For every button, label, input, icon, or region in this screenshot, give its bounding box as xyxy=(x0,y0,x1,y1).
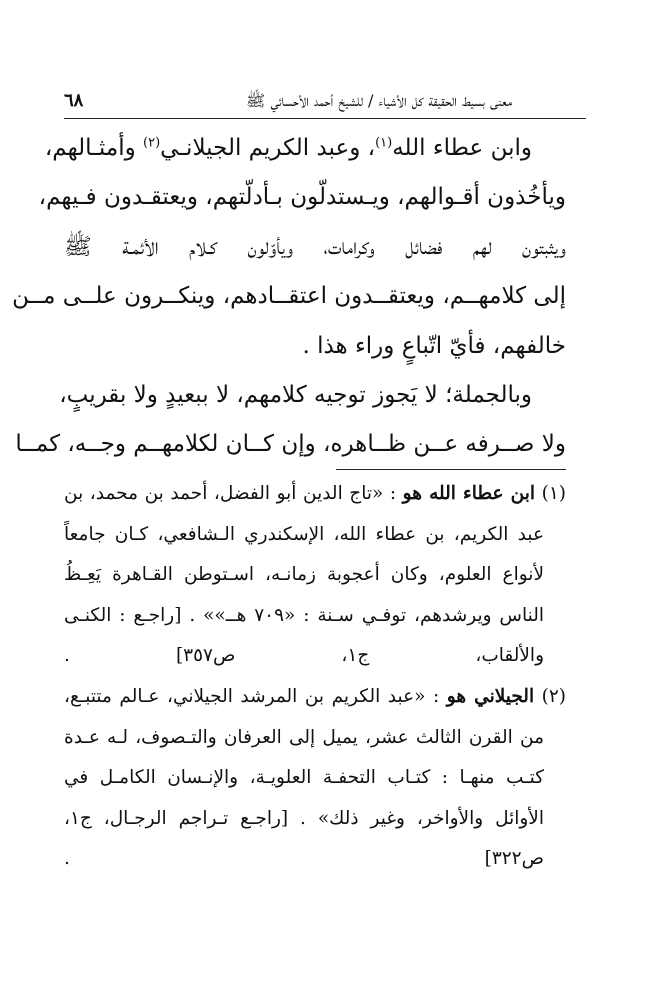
footnote-1-line-5: والألقاب، ج١، ص٣٥٧] . xyxy=(64,645,545,667)
running-header xyxy=(64,88,586,119)
footnote-ref-2[interactable]: (٢) xyxy=(143,135,161,151)
page-number: ٦٨ xyxy=(64,90,84,111)
main-line-7: ولا صــرفه عــن ظــاهره، وإن كــان لكلامهــم وجــه، كمــا xyxy=(15,431,566,458)
main-text xyxy=(12,124,566,470)
main-line-1-middle: ، وعبد الكريم الجيلانـي xyxy=(160,135,376,161)
footnote-2-line-5: ص٣٢٢] . xyxy=(64,848,544,870)
footnote-ref-1[interactable]: (١) xyxy=(375,135,393,151)
footnote-1-text-1: : «تاج الدين أبو الفضل، أحمد بن محمد، بن xyxy=(64,483,403,504)
footnotes xyxy=(64,474,566,880)
footnote-1-number: (١) xyxy=(541,483,566,504)
main-line-1-end: وأمثـالهم، xyxy=(44,135,143,161)
footnote-1-line-4: الناس ويرشدهم، توفـي سـنة : «٧٠٩ هــ»» . [راجـع : الكنـى xyxy=(64,604,544,626)
footnote-2-label: الجيلاني هو xyxy=(446,685,535,707)
footnote-2-number: (٢) xyxy=(541,685,567,707)
footnote-1-label: ابن عطاء الله هو xyxy=(402,483,536,504)
main-line-4: إلى كلامهــم، ويعتقــدون اعتقــادهم، وينكــرون علــى مــن xyxy=(12,283,566,310)
footnote-2-line-2: من القرن الثالث عشر، يميل إلى العرفان والتـصوف، لـه عـدة xyxy=(64,726,544,748)
footnote-1-line-3: لأنواع العلوم، وكان أعجوبة زمانـه، اسـتوطن القـاهرة يَعِـظُ xyxy=(64,564,544,586)
running-title: معنى بسيط الحقيقة كل الأشياء / للشيخ أحمد الأحسائي ﷺ xyxy=(246,91,512,110)
main-line-6: وبالجملة؛ لا يَجوز توجيه كلامهم، لا ببعيدٍ ولا بقريبٍ، xyxy=(59,382,532,409)
main-line-5: خالفهم، فأيّ اتّباعٍ وراء هذا . xyxy=(302,332,566,359)
main-line-1 xyxy=(44,124,566,173)
footnote-2-text-1: : «عبد الكريم بن المرشد الجيلاني، عـالم متتبـع، xyxy=(64,685,447,707)
footnote-divider xyxy=(336,469,566,470)
main-line-2: ويأخُذون أقـوالهم، ويـستدلّون بـأدلّتهم، ويعتقـدون فـيهم، xyxy=(38,184,566,211)
footnote-2-line-3: كتـب منهـا : كتـاب التحفـة العلويـة، والإنـسان الكامـل في xyxy=(64,767,544,789)
footnote-2-line-1 xyxy=(64,677,566,718)
main-line-1-start: وابن عطاء الله xyxy=(392,135,532,161)
footnote-2-line-4: الأوائل والأواخر، وغير ذلك» . [راجـع تـراجم الرجـال، ج١، xyxy=(64,807,544,829)
main-line-3: ويثبتون لهم فضائل وكرامات، ويأوّلون كـلام الأئمـة ﷺ xyxy=(64,233,566,260)
footnote-1-line-1 xyxy=(64,474,566,515)
footnote-1-line-2: عبد الكريم، بن عطاء الله، الإسكندري الـشافعي، كـان جامعاً xyxy=(64,523,544,545)
footnote-2 xyxy=(64,677,566,880)
footnote-1 xyxy=(64,474,566,677)
